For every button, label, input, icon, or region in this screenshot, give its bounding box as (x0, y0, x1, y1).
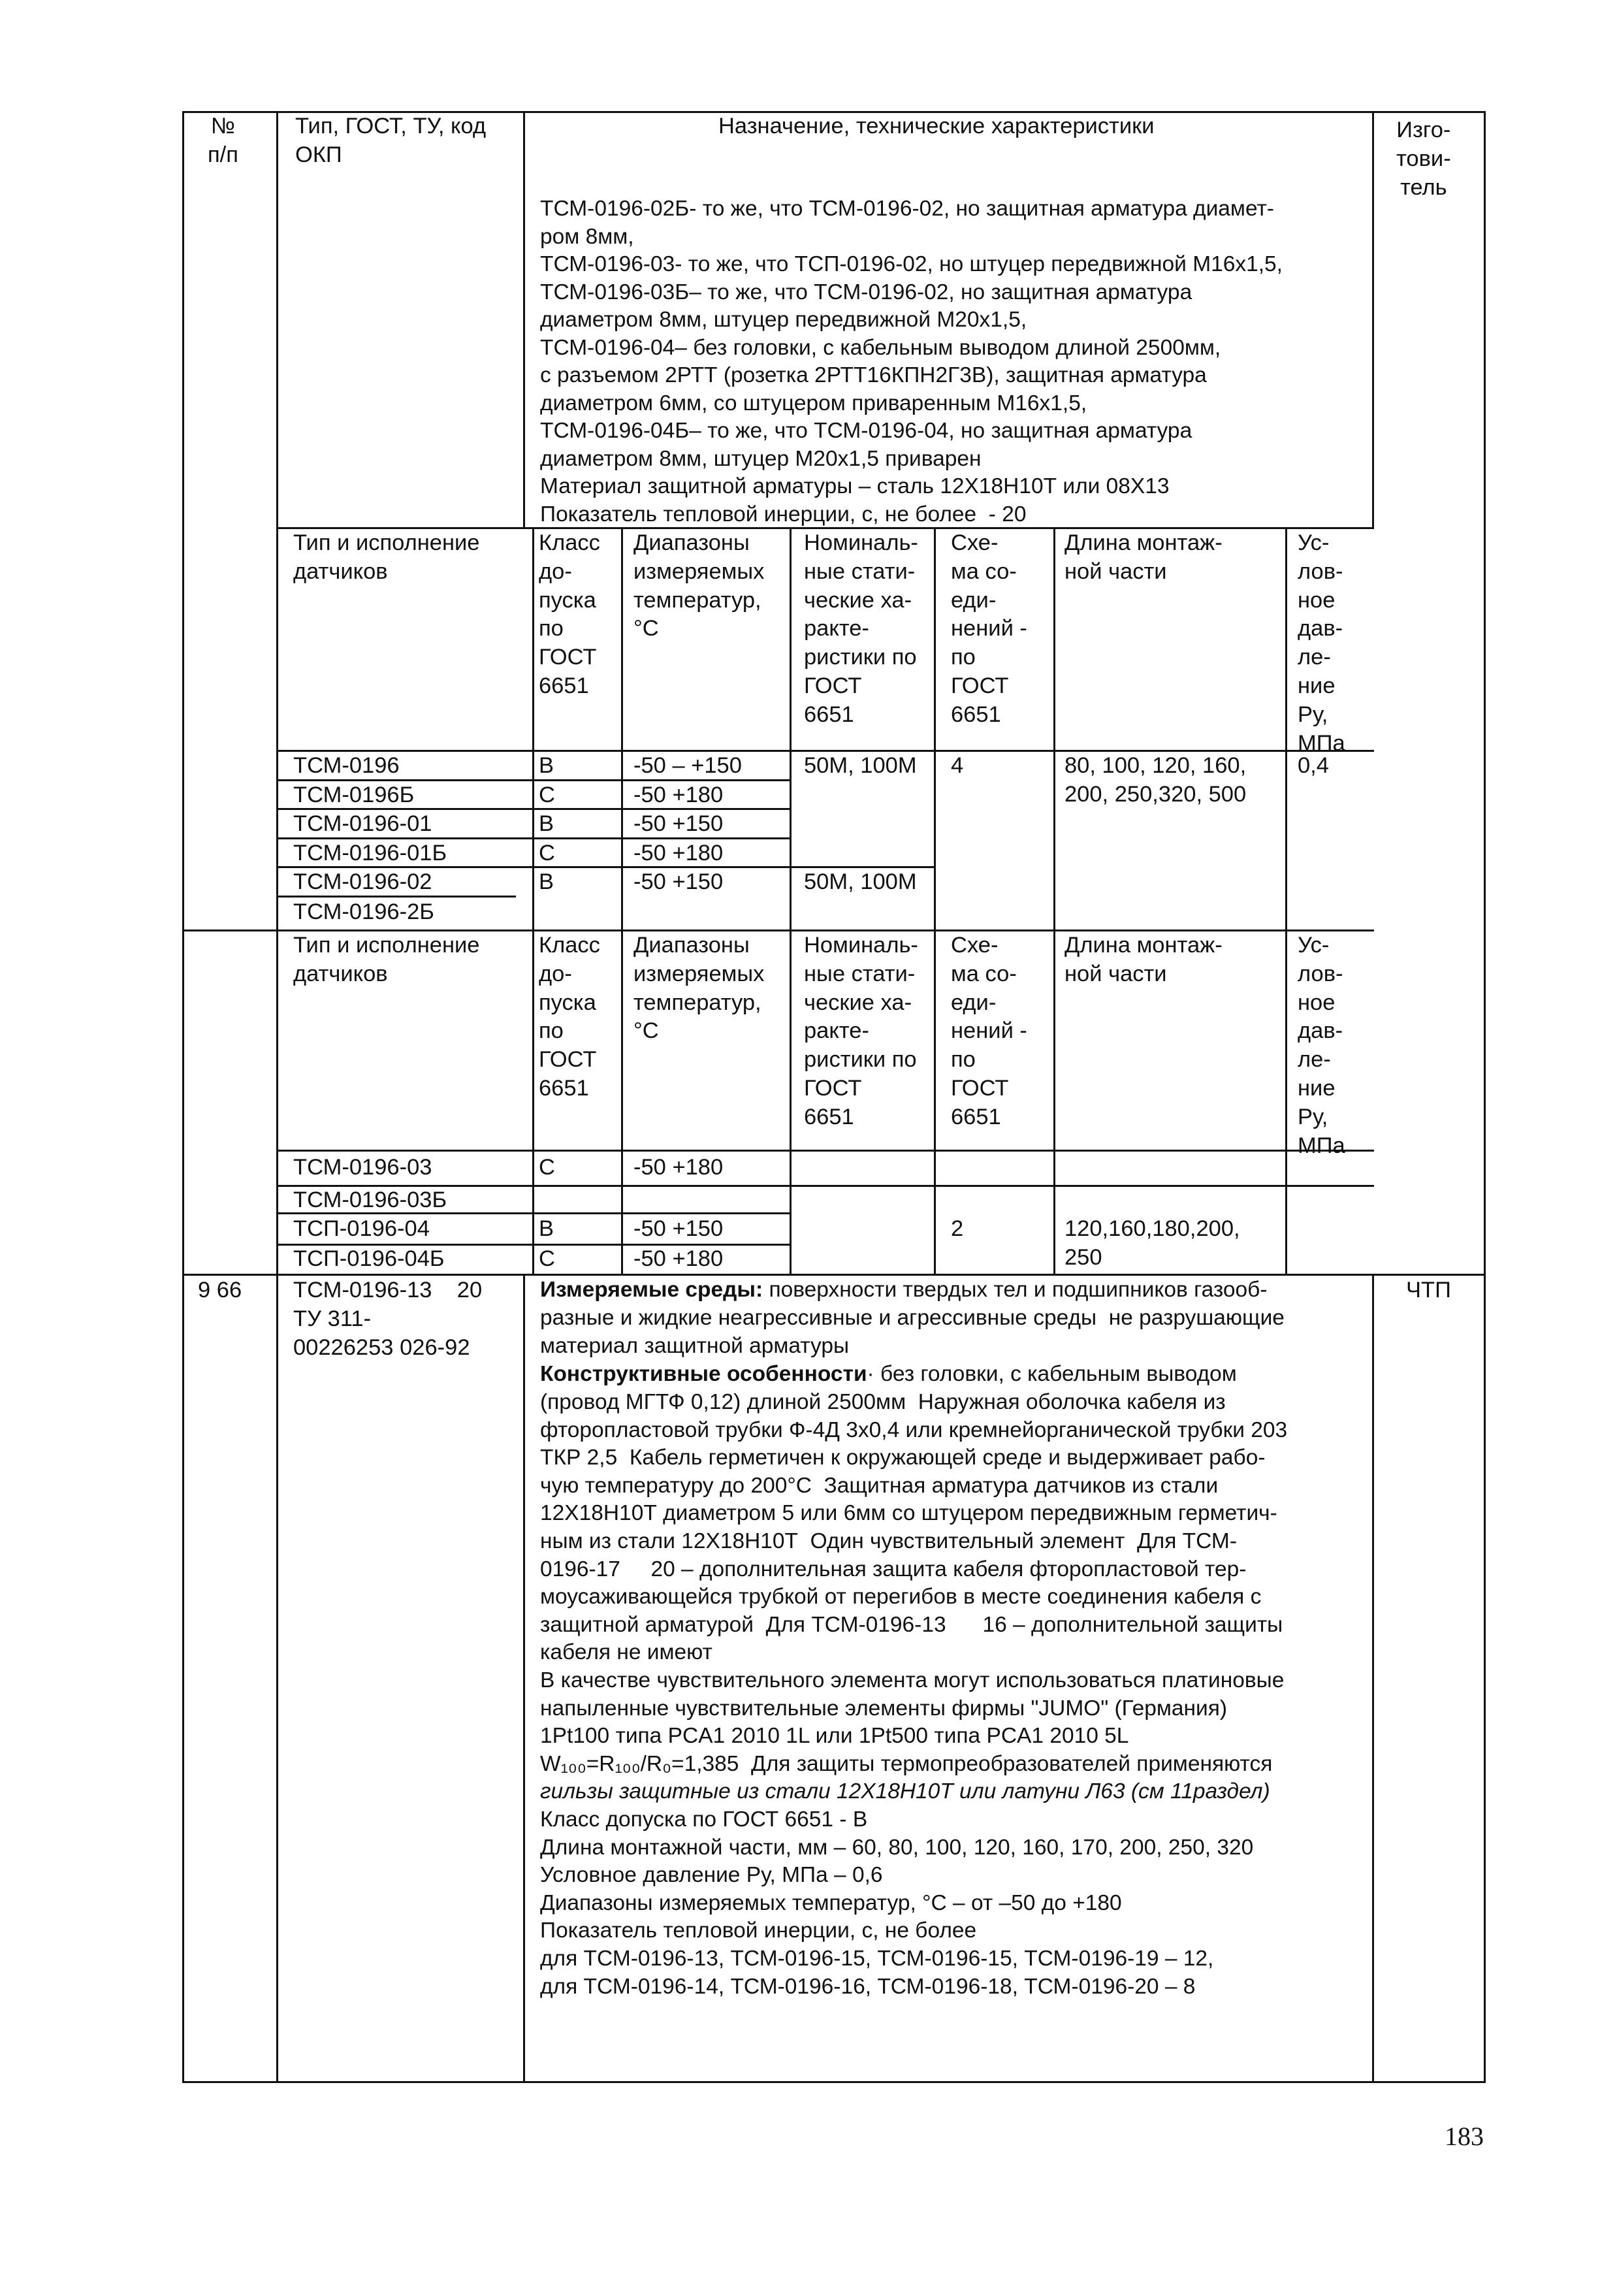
t2-length: 120,160,180,200, 250 (1064, 1216, 1240, 1270)
t1-header-class: Класс до- пуска по ГОСТ 6651 (539, 530, 600, 699)
rule-left-split (182, 930, 278, 931)
design-text: · без головки, с кабельным выводом (867, 1362, 1237, 1386)
table-col-divider-3 (1372, 111, 1374, 528)
t2-col-pressure (1285, 930, 1287, 1275)
t1-row-type: ТСМ-0196Б (293, 783, 415, 807)
table-border-right (1484, 111, 1486, 2082)
rule-entry-top (182, 1274, 1486, 1276)
t2-col-range (621, 930, 623, 1275)
header-num: № п/п (208, 114, 238, 167)
t2-header-pressure: Ус- лов- ное дав- ле- ние Ру, МПа (1298, 933, 1345, 1158)
t2-header-class: Класс до- пуска по ГОСТ 6651 (539, 933, 600, 1101)
t1-header-nsh: Номиналь- ные стати- ческие ха- ракте- ристики по ГОСТ 6651 (804, 530, 918, 727)
t1-row-range: -50 +150 (633, 811, 724, 836)
t2-col-length (1053, 930, 1055, 1275)
t1-col-nsh (790, 527, 792, 931)
entry-body-1: (провод МГТФ 0,12) длиной 2500мм Наружная оболочка кабеля из фторопластовой трубки Ф-4Д 3х0,4 или кремнейорганической трубки 203 ТКР 2,5 Кабель герметичен к окружающей среде и выдерживает рабо- чую температуру до 200°С Защитная арматура датчиков из стали 12Х18Н10Т диаметром 5 или 6мм со штуцером передвижным герметич- ным из стали 12Х18Н10Т Один чувствительный элемент Для ТСМ- 0196-17 20 – дополнительная защита кабеля фторопластовой тер- моусаживающейся трубкой от перегибов в месте соединения кабеля с защитной арматурой Для ТСМ-0196-13 16 – дополнительной защиты кабеля не имеют В качестве чувствительного элемента могут использоваться платиновые напыленные чувствительные элементы фирмы "JUMO" (Германия) 1Pt100 типа PCA1 2010 1L или 1Pt500 типа PCA1 2010 5L W₁₀₀=R₁₀₀/R₀=1,385 Для защиты термопреобразователей применяются (540, 1390, 1288, 1776)
entry-design-line (540, 1361, 1237, 1389)
t1-header-range: Диапазоны измеряемых температур, °С (633, 530, 765, 641)
table-col-divider-2b (523, 1274, 525, 2082)
t1-row-class: В (539, 869, 554, 894)
rule-t2-header-bottom (276, 1150, 1374, 1152)
t2-row-class: В (539, 1216, 554, 1241)
header-type: Тип, ГОСТ, ТУ, код ОКП (295, 114, 487, 167)
t1-row-range: -50 – +150 (633, 753, 742, 778)
t1-row-class: С (539, 783, 555, 807)
entry-num: 9 66 (198, 1278, 242, 1302)
entry-body-2: Класс допуска по ГОСТ 6651 - В Длина монтажной части, мм – 60, 80, 100, 120, 160, 170, 200, 250, 320 Условное давление Ру, МПа – 0,6 Диапазоны измеряемых температур, °С – от –50 до +180 Показатель тепловой инерции, с, не более для ТСМ-0196-13, ТСМ-0196-15, ТСМ-0196-15, ТСМ-0196-19 – 12, для ТСМ-0196-14, ТСМ-0196-16, ТСМ-0196-18, ТСМ-0196-20 – 8 (540, 1807, 1254, 1999)
t2-header-nsh: Номиналь- ные стати- ческие ха- ракте- ристики по ГОСТ 6651 (804, 933, 918, 1129)
table-col-divider-3b (1372, 1274, 1374, 2082)
t2-row-range: -50 +180 (633, 1155, 724, 1180)
t2-row-type: ТСМ-0196-03 (293, 1155, 432, 1180)
entry-media-rest: разные и жидкие неагрессивные и агрессивные среды не разрушающие материал защитной арматуры (540, 1306, 1285, 1358)
t1-row-type: ТСМ-0196-02 (293, 869, 432, 894)
t2-scheme: 2 (951, 1216, 964, 1241)
t1-length: 80, 100, 120, 160, 200, 250,320, 500 (1064, 753, 1247, 807)
t2-row-class: С (539, 1155, 555, 1180)
t2-header-scheme: Схе- ма со- еди- нений - по ГОСТ 6651 (951, 933, 1027, 1129)
t1-nsh-1: 50М, 100М (804, 753, 917, 778)
t1-col-class (532, 527, 534, 931)
rule-bottom (182, 2081, 1486, 2083)
t2-row-type: ТСП-0196-04Б (293, 1246, 445, 1271)
t1-col-scheme (934, 527, 936, 931)
continuation-text: ТСМ-0196-02Б- то же, что ТСМ-0196-02, но защитная арматура диамет- ром 8мм, ТСМ-0196-03- то же, что ТСП-0196-02, но штуцер передвижной М16х1,5, ТСМ-0196-03Б– то же, что ТСМ-0196-02, но защитная арматура диаметром 8мм, штуцер передвижной М20х1,5, ТСМ-0196-04– без головки, с кабельным выводом длиной 2500мм, с разъемом 2РТТ (розетка 2РТТ16КПН2Г3В), защитная арматура диаметром 6мм, со штуцером приваренным М16х1,5, ТСМ-0196-04Б– то же, что ТСМ-0196-04, но защитная арматура диаметром 8мм, штуцер М20х1,5 приварен Материал защитной арматуры – сталь 12Х18Н10Т или 08Х13 Показатель тепловой инерции, с, не более - 20 (540, 197, 1283, 526)
t2-row-range: -50 +150 (633, 1216, 724, 1241)
t1-row-class: В (539, 753, 554, 778)
t1-row-type: ТСМ-0196-01 (293, 811, 432, 836)
media-label: Измеряемые среды: (540, 1278, 763, 1302)
table-border-left (182, 111, 184, 2082)
page-number: 183 (1445, 2122, 1484, 2151)
t1-col-length (1053, 527, 1055, 931)
entry-type: ТСМ-0196-13 20 ТУ 311- 00226253 026-92 (293, 1278, 483, 1360)
t1-col-range (621, 527, 623, 931)
t1-row-type: ТСМ-0196-2Б (293, 899, 434, 924)
media-text: поверхности твердых тел и подшипников газооб- (763, 1278, 1268, 1302)
t2-row-class: С (539, 1246, 555, 1271)
entry-body-italic: гильзы защитные из стали 12Х18Н10Т или латуни Л63 (см 11раздел) (540, 1779, 1270, 1803)
t1-header-type: Тип и исполнение датчиков (293, 530, 480, 584)
table-col-divider-1 (276, 111, 278, 2082)
t2-col-nsh (790, 930, 792, 1275)
t1-header-length: Длина монтаж- ной части (1064, 530, 1223, 584)
t1-row-range: -50 +180 (633, 783, 724, 807)
t1-row-class: С (539, 841, 555, 865)
t2-row-range: -50 +180 (633, 1246, 724, 1271)
t2-row-type: ТСП-0196-04 (293, 1216, 430, 1241)
t2-header-type: Тип и исполнение датчиков (293, 933, 480, 986)
t1-nsh-2: 50М, 100М (804, 869, 917, 894)
header-maker: Изго- тови- тель (1396, 118, 1451, 200)
t2-header-range: Диапазоны измеряемых температур, °С (633, 933, 765, 1044)
entry-media-line (540, 1276, 1267, 1304)
t2-header-length: Длина монтаж- ной части (1064, 933, 1223, 986)
t2-col-class (532, 930, 534, 1275)
t1-header-scheme: Схе- ма со- еди- нений - по ГОСТ 6651 (951, 530, 1027, 727)
t2-row-type: ТСМ-0196-03Б (293, 1188, 447, 1212)
t1-col-pressure (1285, 527, 1287, 931)
t2-col-scheme (934, 930, 936, 1275)
t1-row-class: В (539, 811, 554, 836)
t1-row-type: ТСМ-0196-01Б (293, 841, 447, 865)
header-purpose: Назначение, технические характеристики (718, 114, 1155, 138)
t1-pressure: 0,4 (1298, 753, 1329, 778)
t1-header-pressure: Ус- лов- ное дав- ле- ние Ру, МПа (1298, 530, 1345, 756)
t1-row-type: ТСМ-0196 (293, 753, 400, 778)
table-col-divider-2 (523, 111, 525, 528)
t1-scheme: 4 (951, 753, 964, 778)
design-label: Конструктивные особенности (540, 1362, 867, 1386)
t1-row-range: -50 +180 (633, 841, 724, 865)
entry-maker: ЧТП (1406, 1278, 1451, 1302)
t1-row-range: -50 +150 (633, 869, 724, 894)
